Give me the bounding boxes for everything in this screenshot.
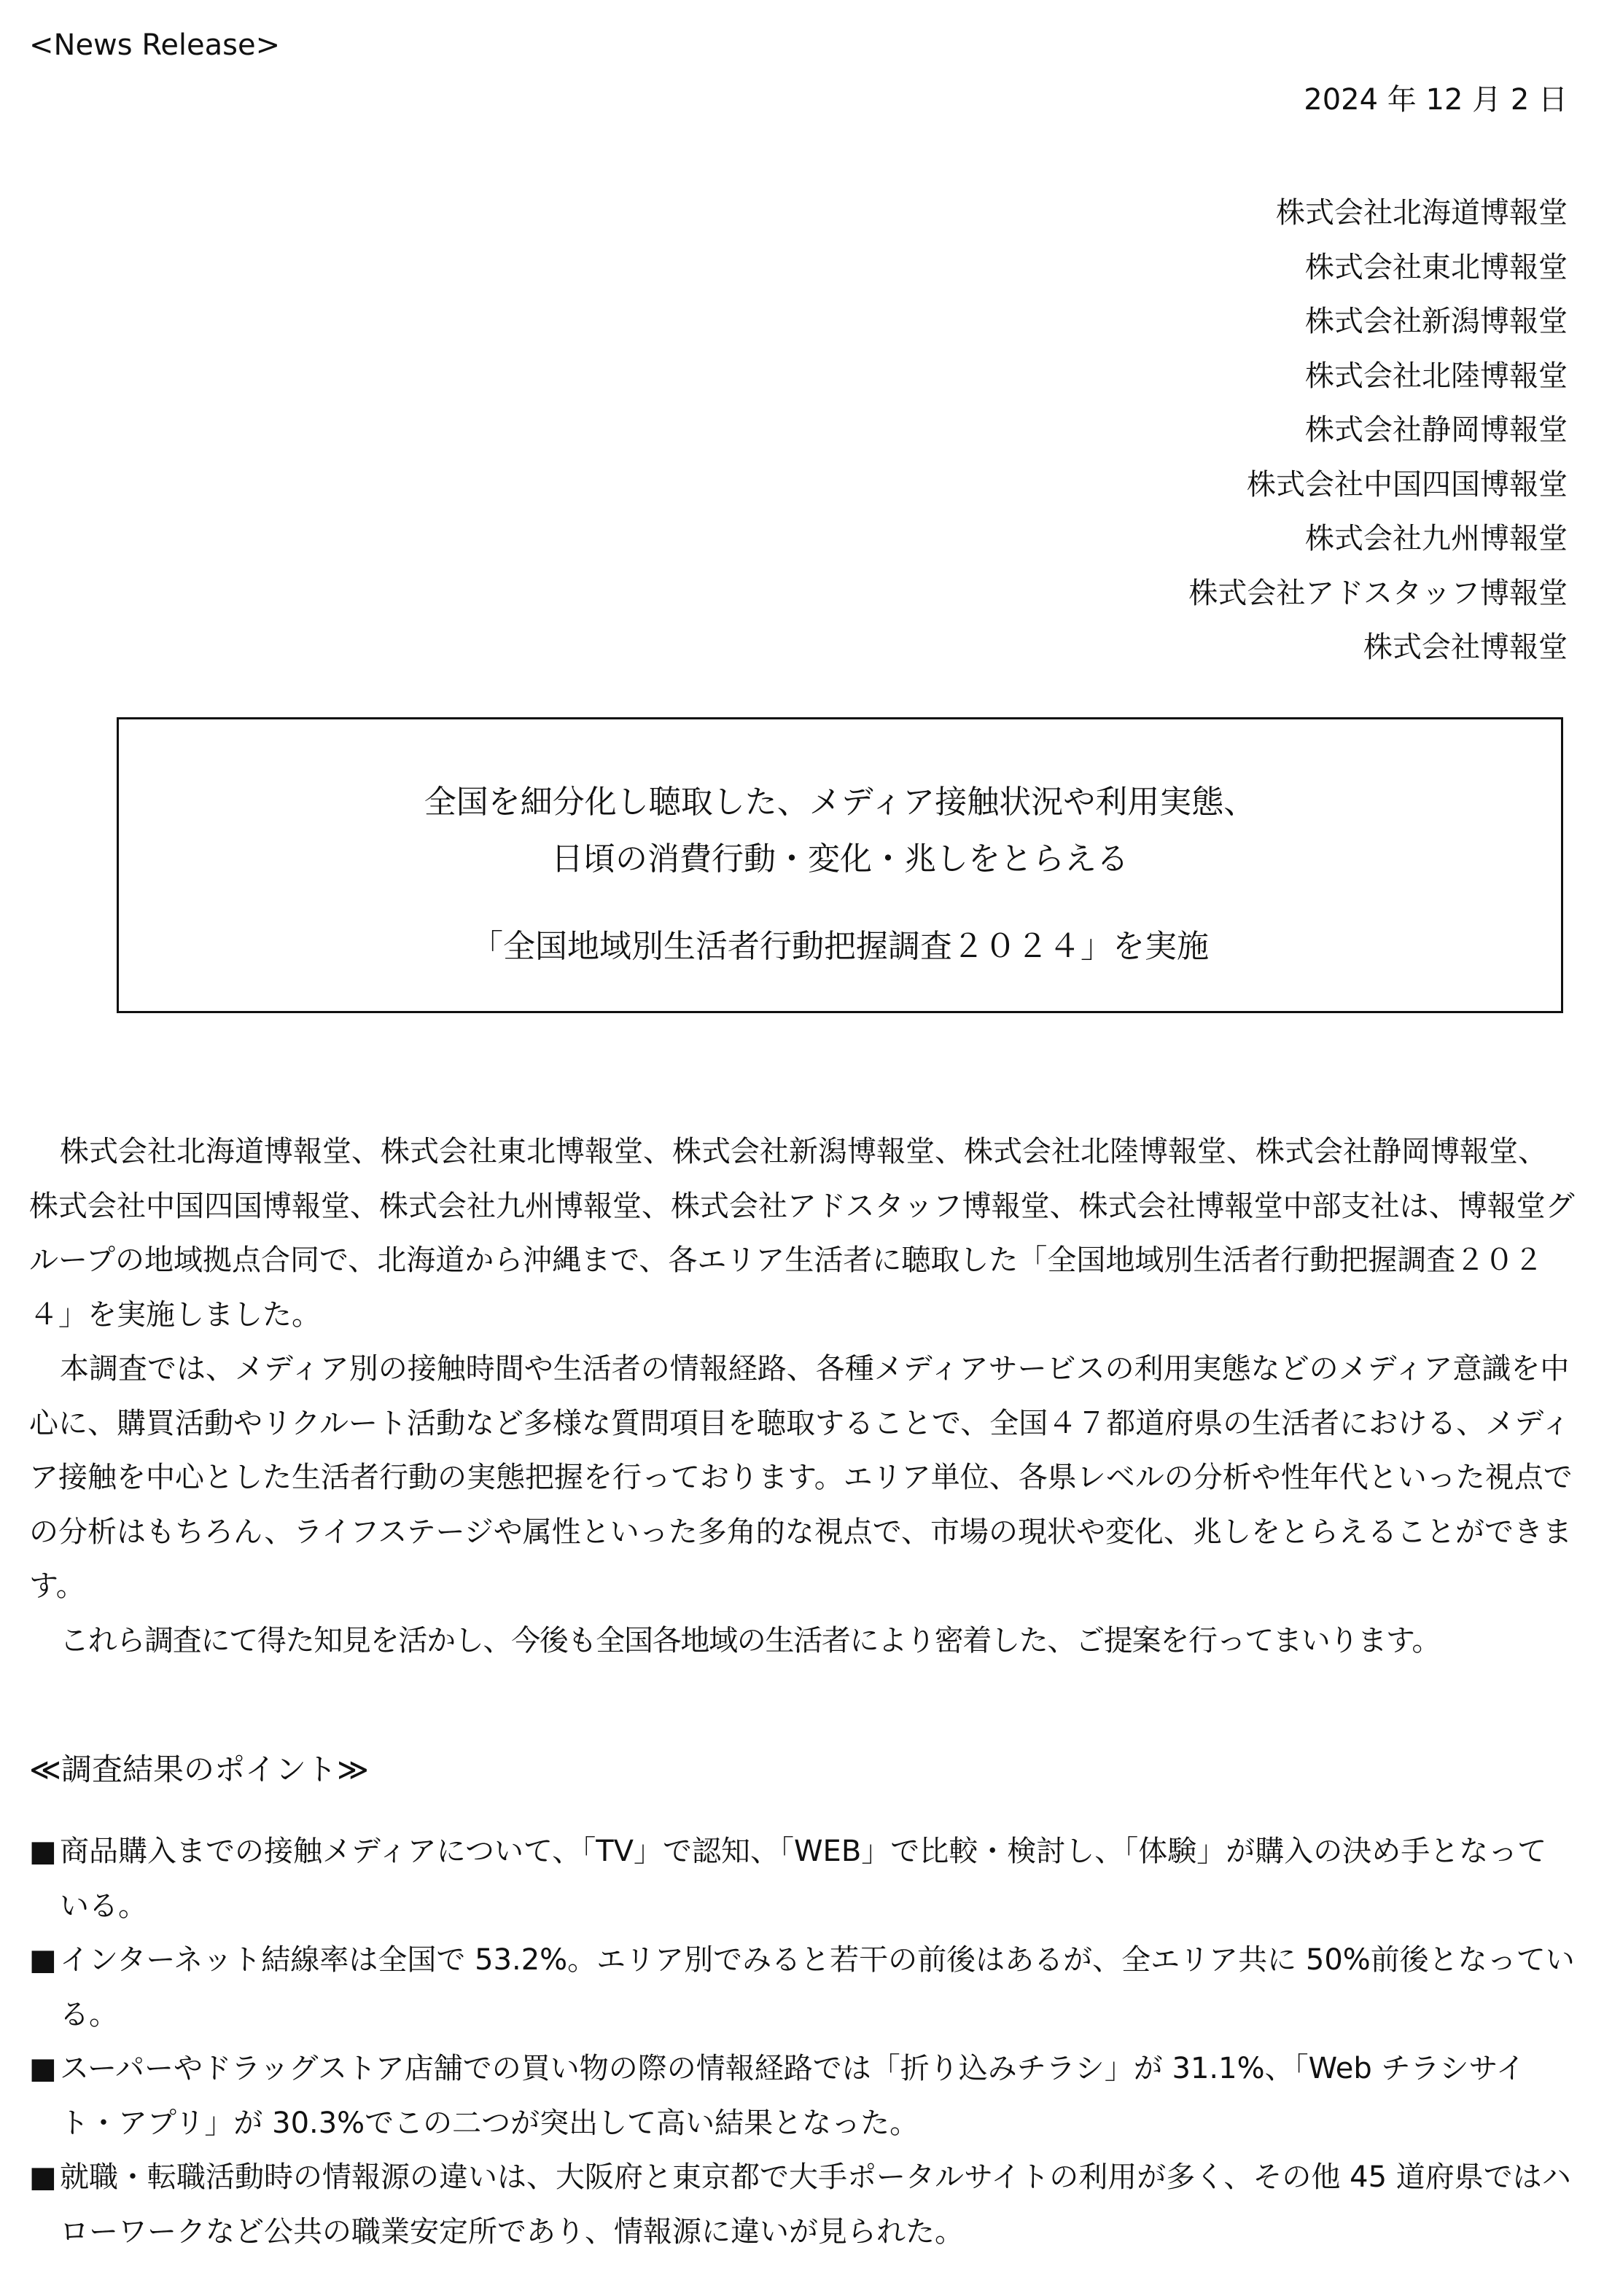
company-name: 株式会社博報堂 [1363,630,1568,664]
company-name: 株式会社北海道博報堂 [1276,196,1568,230]
release-date: 2024 年 12 月 2 日 [1304,83,1568,117]
headline-line-2: 日頃の消費行動・変化・兆しをとらえる [551,840,1129,878]
points-list [29,1824,1575,2259]
body-paragraph: これら調査にて得た知見を活かし、今後も全国各地域の生活者により密着した、ご提案を行ってまいります。 [60,1623,1441,1657]
company-name: 株式会社北陸博報堂 [1305,359,1568,393]
point-item [29,1933,1575,2042]
company-name: 株式会社静岡博報堂 [1305,413,1568,447]
body-paragraph: 株式会社北海道博報堂、株式会社東北博報堂、株式会社新潟博報堂、株式会社北陸博報堂、株式会社静岡博報堂、株式会社中国四国博報堂、株式会社九州博報堂、株式会社アドスタッフ博報堂、株式会社博報堂中部支社は、博報堂グループの地域拠点合同で、北海道から沖縄まで、各エリア生活者に聴取した「全国地域別生活者行動把握調査２０２４」を実施しました。 [29,1135,1575,1332]
point-item [29,2042,1575,2150]
bullet-square-icon: ■ [29,2160,57,2194]
point-text: インターネット結線率は全国で 53.2%。エリア別でみると若干の前後はあるが、全エリア共に 50%前後となっている。 [60,1943,1575,2031]
company-name: 株式会社新潟博報堂 [1305,305,1568,338]
point-item [29,2150,1575,2259]
company-name: 株式会社アドスタッフ博報堂 [1188,576,1568,610]
point-text: 就職・転職活動時の情報源の違いは、大阪府と東京都で大手ポータルサイトの利用が多く、その他 45 道府県ではハローワークなど公共の職業安定所であり、情報源に違いが見られた。 [60,2160,1571,2249]
company-name: 株式会社東北博報堂 [1305,250,1568,284]
company-name: 株式会社中国四国博報堂 [1247,467,1568,501]
bullet-square-icon: ■ [29,1835,57,1868]
points-heading: ≪調査結果のポイント≫ [29,1752,369,1787]
bullet-square-icon: ■ [29,1943,57,1977]
company-list [911,186,1568,675]
company-name: 株式会社九州博報堂 [1305,522,1568,555]
body-text [29,1125,1575,1668]
point-text: 商品購入までの接触メディアについて、「TV」で認知、「WEB」で比較・検討し、「体験」が購入の決め手となっている。 [60,1835,1547,1923]
headline-line-1: 全国を細分化し聴取した、メディア接触状況や利用実態、 [424,784,1256,821]
news-release-label: <News Release> [29,28,281,62]
body-paragraph: 本調査では、メディア別の接触時間や生活者の情報経路、各種メディアサービスの利用実態などのメディア意識を中心に、購買活動やリクルート活動など多様な質問項目を聴取することで、全国４７都道府県の生活者における、メディア接触を中心とした生活者行動の実態把握を行っております。エリア単位、各県レベルの分析や性年代といった視点での分析はもちろん、ライフステージや属性といった多角的な視点で、市場の現状や変化、兆しをとらえることができます。 [29,1352,1573,1603]
point-item [29,1824,1575,1933]
headline-line-3: 「全国地域別生活者行動把握調査２０２４」を実施 [471,928,1209,965]
point-text: スーパーやドラッグストア店舗での買い物の際の情報経路では「折り込みチラシ」が 31.1%、「Web チラシサイト・アプリ」が 30.3%でこの二つが突出して高い結果となった。 [60,2052,1525,2140]
headline-box [117,717,1563,1013]
bullet-square-icon: ■ [29,2052,57,2085]
